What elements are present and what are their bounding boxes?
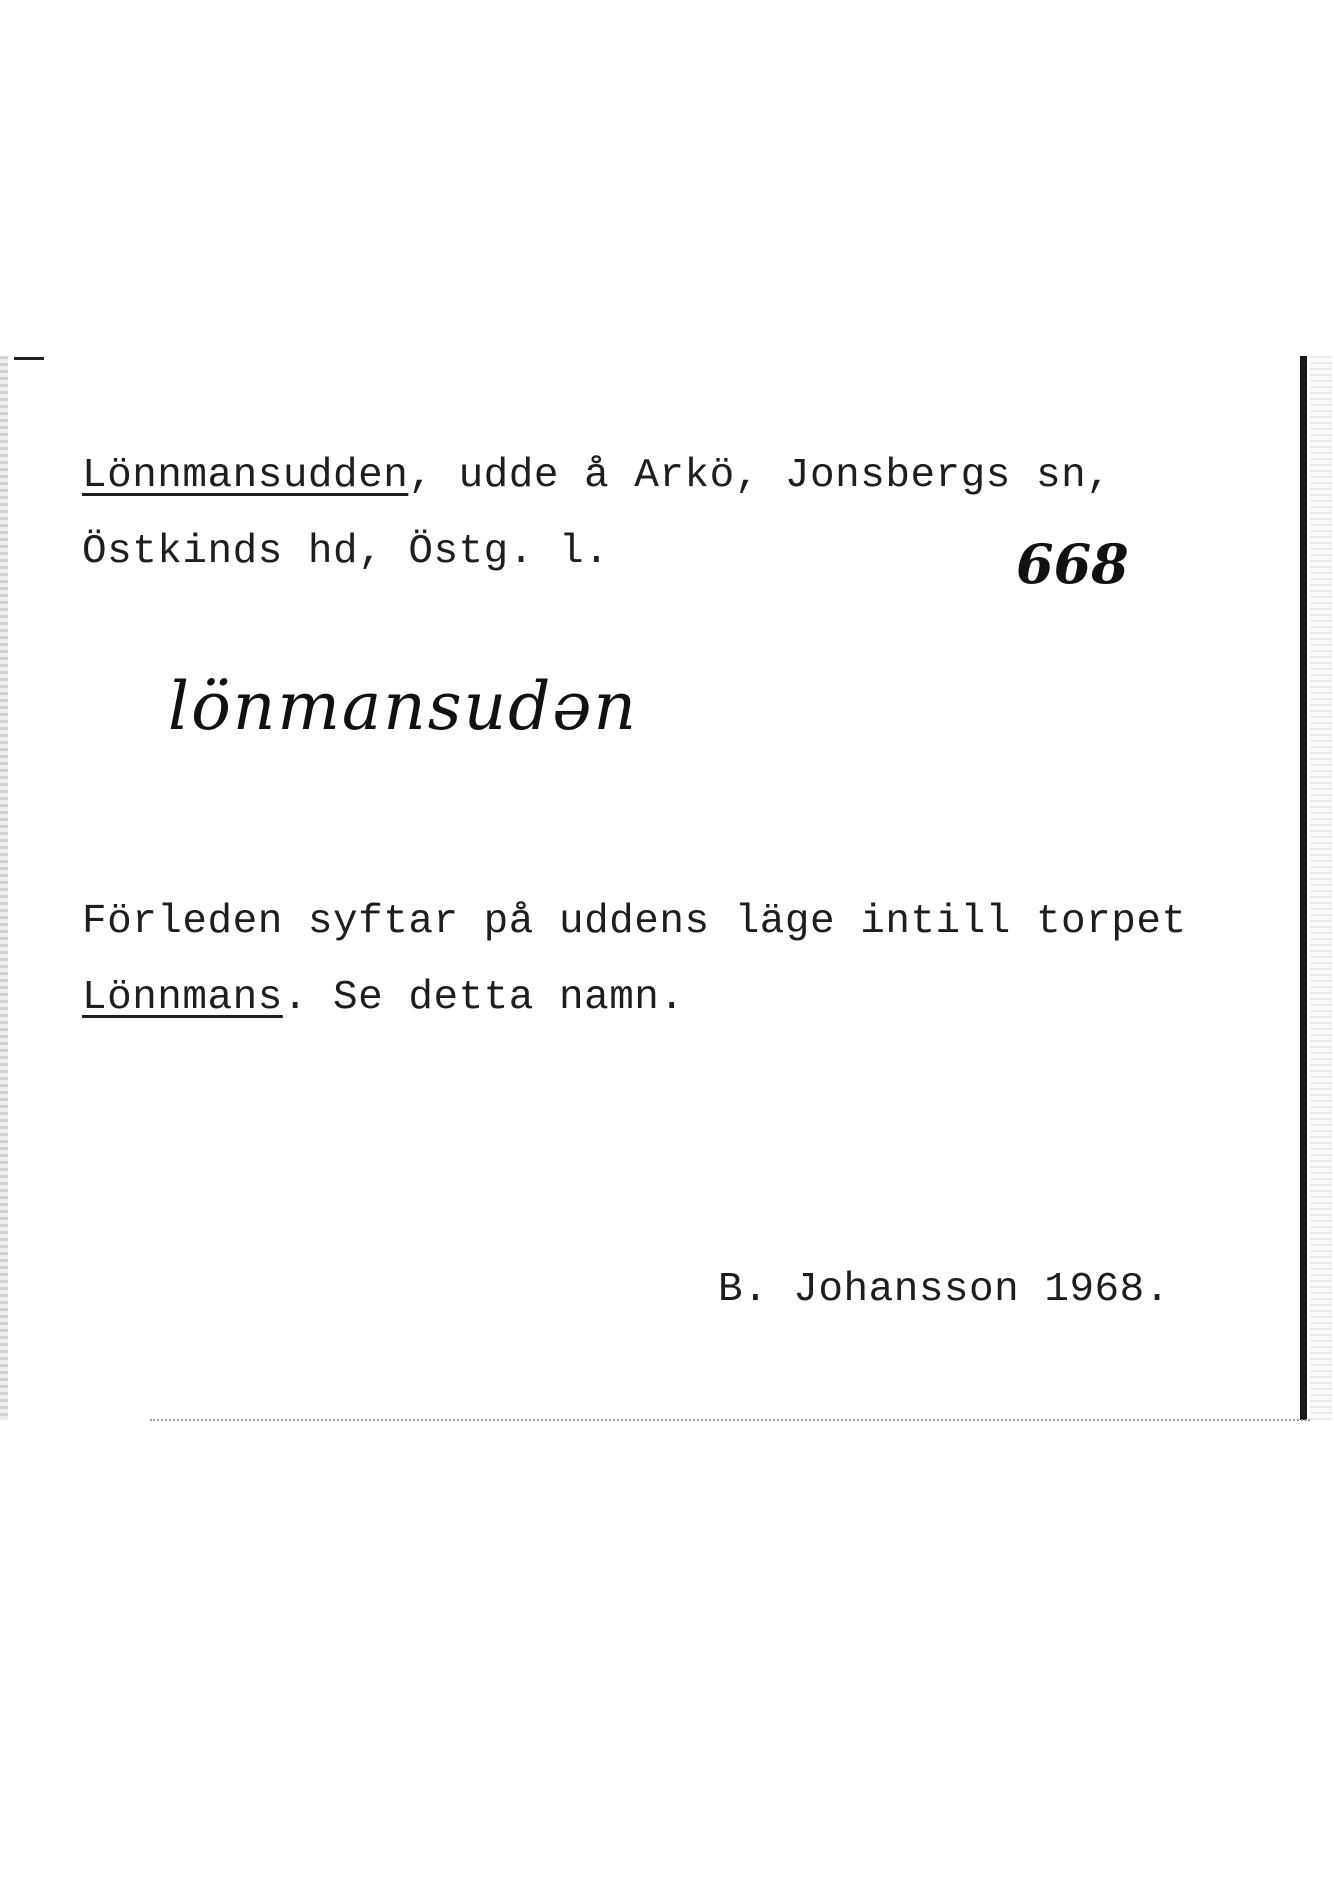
entry-location: , udde å Arkö, Jonsbergs sn, bbox=[408, 453, 1112, 499]
card-number: 668 bbox=[1016, 532, 1129, 596]
index-card bbox=[0, 356, 1318, 1420]
explanation-tail: . Se detta namn. bbox=[282, 975, 685, 1021]
explanation-line-1: Förleden syftar på uddens läge intill torpet bbox=[82, 899, 1187, 945]
author-signature: B. Johansson 1968. bbox=[718, 1267, 1170, 1313]
entry-name: Lönnmansudden bbox=[82, 453, 409, 499]
entry-district: Östkinds hd, Östg. l. bbox=[82, 529, 610, 575]
explanation-line-2 bbox=[82, 975, 685, 1021]
cross-reference: Lönnmans bbox=[82, 975, 283, 1021]
phonetic-transcription: lönmansudən bbox=[168, 668, 638, 745]
card-edge-right bbox=[1300, 356, 1307, 1420]
entry-headline bbox=[82, 453, 1112, 499]
card-edge-bottom bbox=[150, 1419, 1310, 1421]
